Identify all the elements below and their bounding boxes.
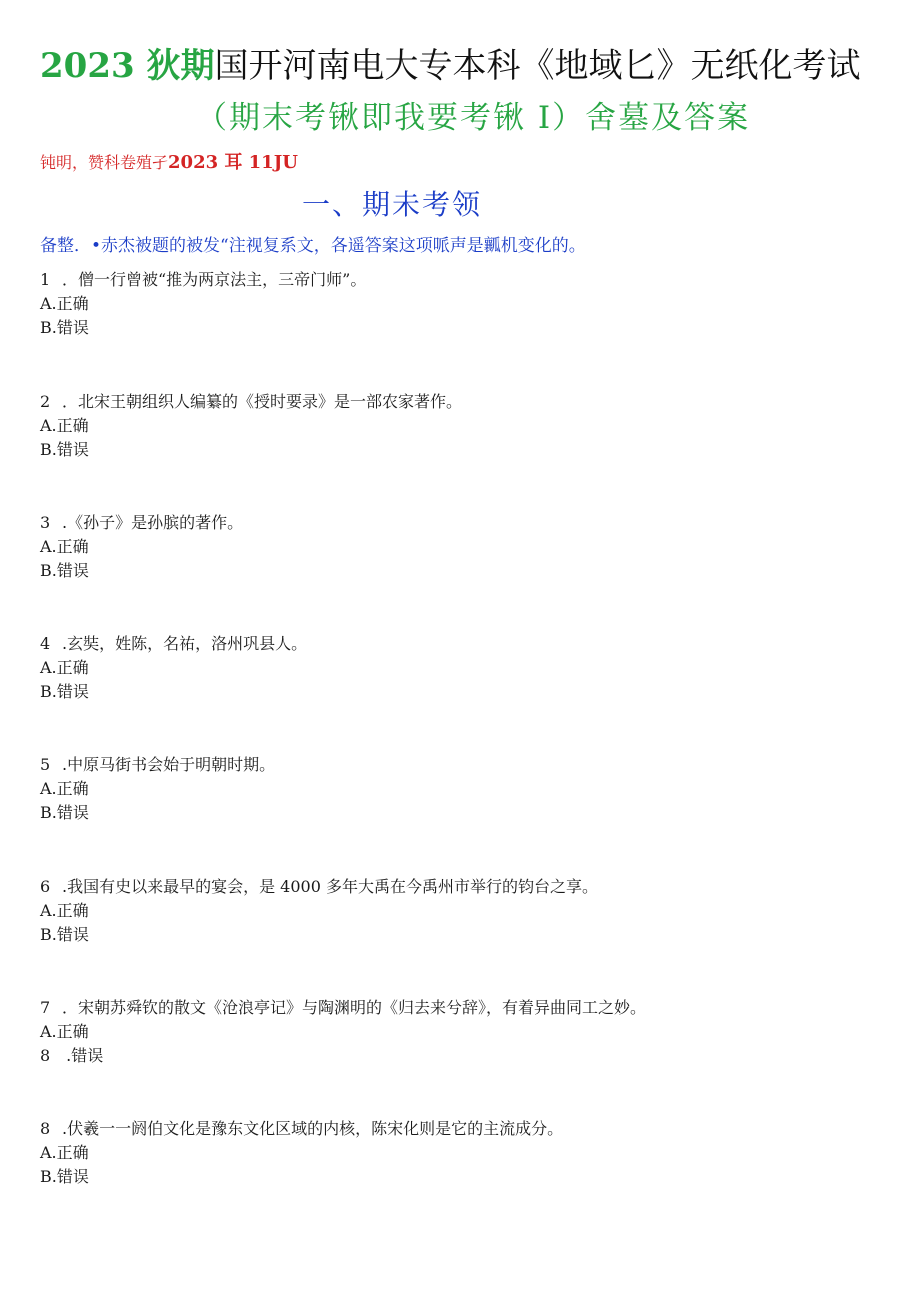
option-a: A.正确	[40, 294, 89, 313]
option-b: B.错误	[40, 925, 89, 944]
question-item	[40, 268, 900, 340]
question-text: .中原马街书会始于明朝时期。	[62, 755, 276, 774]
option-a: A.正确	[40, 416, 89, 435]
section-instruction: 备整．•赤杰被题的被发“注视复系文，各遥答案这项哌声是瓤机变化的。	[40, 236, 586, 256]
question-stem	[40, 390, 900, 414]
option-b: B.错误	[40, 440, 89, 459]
option-a: A.正确	[40, 658, 89, 677]
question-text: ．北宋王朝组织人编纂的《授时要录》是一部农家著作。	[62, 392, 463, 411]
question-stem	[40, 875, 900, 899]
question-item	[40, 390, 900, 462]
option-b: B.错误	[40, 1167, 89, 1186]
question-item	[40, 996, 900, 1068]
question-number: 8	[40, 1119, 51, 1138]
option-b: B.错误	[40, 318, 89, 337]
question-stem	[40, 996, 900, 1020]
question-number: 7	[40, 998, 51, 1017]
question-item	[40, 511, 900, 583]
question-item	[40, 753, 900, 825]
title-main: 国开河南电大专本科《地域匕》无纸化考试	[214, 46, 861, 86]
document-title	[40, 44, 860, 88]
question-text: .《孙子》是孙膑的著作。	[62, 513, 244, 532]
question-stem	[40, 753, 900, 777]
question-text: .玄奘，姓陈，名祐，洛州巩县人。	[62, 634, 308, 653]
question-number: 4	[40, 634, 51, 653]
question-number: 6	[40, 877, 51, 896]
option-a: A.正确	[40, 537, 89, 556]
option-b: B.错误	[40, 561, 89, 580]
question-stem	[40, 511, 900, 535]
question-number: 5	[40, 755, 51, 774]
question-number: 3	[40, 513, 51, 532]
question-stem	[40, 268, 900, 292]
note-date: 2023 耳 11JU	[168, 152, 298, 173]
note-prefix: 钝明，赞科卷殖孑	[40, 153, 169, 172]
title-year-term: 2023 狄期	[40, 46, 215, 86]
question-text: .我国有史以来最早的宴会，是 4000 多年大禹在今禹州市举行的钧台之享。	[62, 877, 598, 896]
question-stem	[40, 632, 900, 656]
question-stem	[40, 1117, 900, 1141]
question-number: 2	[40, 392, 51, 411]
section-title: 一、期未考领	[302, 188, 483, 221]
option-a: A.正确	[40, 1143, 89, 1162]
document-note	[40, 152, 298, 174]
option-a: A.正确	[40, 1022, 89, 1041]
question-text: ．宋朝苏舜钦的散文《沧浪亭记》与陶渊明的《归去来兮辞》，有着异曲同工之妙。	[62, 998, 647, 1017]
option-b: 8 .错误	[40, 1046, 104, 1065]
option-b: B.错误	[40, 682, 89, 701]
option-a: A.正确	[40, 901, 89, 920]
question-text: .伏羲一一阏伯文化是豫东文化区域的内核，陈宋化则是它的主流成分。	[62, 1119, 564, 1138]
option-b: B.错误	[40, 803, 89, 822]
option-a: A.正确	[40, 779, 89, 798]
document-subtitle: （期末考锹即我要考锹 I）舍墓及答案	[196, 100, 751, 136]
question-number: 1	[40, 270, 51, 289]
question-item	[40, 632, 900, 704]
question-item	[40, 875, 900, 947]
question-item	[40, 1117, 900, 1189]
question-text: ．僧一行曾被“推为两京法主，三帝门师”。	[62, 270, 367, 289]
